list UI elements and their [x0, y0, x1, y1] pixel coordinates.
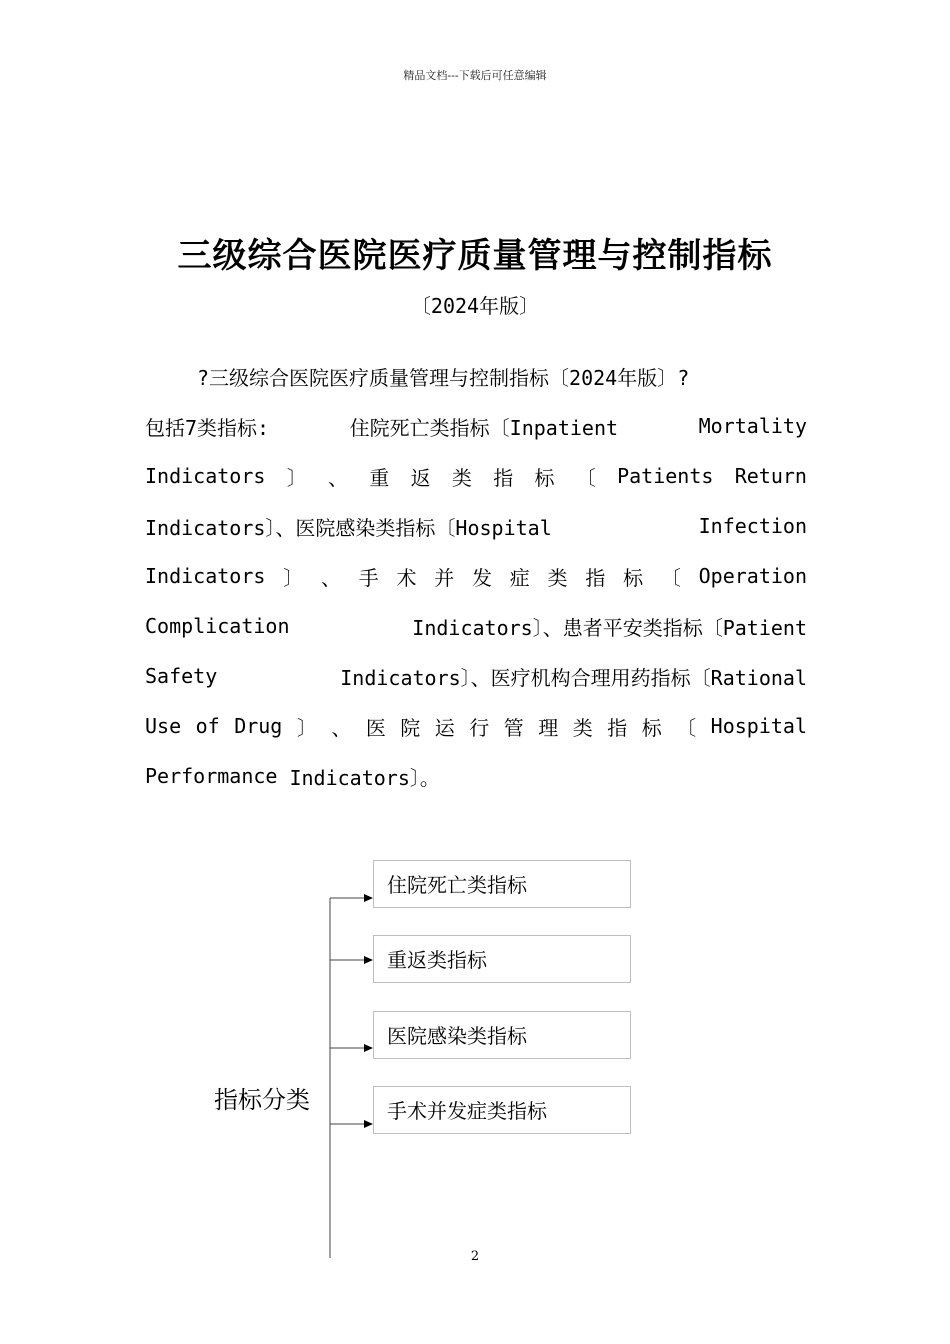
category-box-operation-complication: 手术并发症类指标 [373, 1086, 631, 1134]
paragraph-text: 住院死亡类指标〔Inpatient [349, 415, 619, 440]
paragraph-text: 症 [509, 565, 530, 590]
paragraph-text: 并 [434, 565, 455, 590]
paragraph-text: 院 [400, 715, 421, 740]
paragraph-text: 管 [503, 715, 524, 740]
paragraph-line [145, 701, 807, 751]
paragraph-text: Operation [698, 564, 807, 588]
arrow-head-icon [364, 894, 373, 902]
category-box-hospital-infection: 医院感染类指标 [373, 1011, 631, 1059]
paragraph-text: Indicators [145, 564, 266, 588]
paragraph-text: 行 [469, 715, 490, 740]
paragraph-text: Complication [145, 614, 290, 638]
diagram-root-label: 指标分类 [214, 1086, 310, 1114]
paragraph-text: 运 [434, 715, 455, 740]
paragraph-text: 医 [365, 715, 386, 740]
paragraph-line [145, 501, 807, 551]
paragraph-text: 、 [328, 465, 349, 490]
category-box-inpatient-mortality: 住院死亡类指标 [373, 860, 631, 908]
paragraph-line [145, 651, 807, 701]
paragraph-text: 〕 [286, 465, 307, 490]
paragraph-line [145, 451, 807, 501]
paragraph-text: 标 [623, 565, 644, 590]
paragraph-text: 包括7类指标: [145, 415, 270, 440]
paragraph-text: Hospital [710, 714, 807, 738]
paragraph-text: 类 [572, 715, 593, 740]
paragraph-text: 类 [547, 565, 568, 590]
paragraph-text: 术 [396, 565, 417, 590]
paragraph-text: 类 [451, 465, 472, 490]
paragraph-text: Use [145, 714, 182, 738]
arrow-head-icon [364, 956, 373, 964]
paragraph-text: 〕 [283, 565, 304, 590]
paragraph-text: 指 [585, 565, 606, 590]
paragraph-text: Safety [145, 664, 218, 688]
paragraph-text: 标 [641, 715, 662, 740]
paragraph-text: Indicators〕、医疗机构合理用药指标〔Rational [340, 665, 807, 690]
paragraph-text: Patients [617, 464, 714, 488]
paragraph-text: 、 [331, 715, 352, 740]
paragraph-text: Performance [145, 764, 278, 788]
paragraph-line [145, 551, 807, 601]
paragraph-text: 〔 [660, 565, 681, 590]
paragraph-text: 〔 [575, 465, 596, 490]
paragraph-line [145, 401, 807, 451]
paragraph-text: Return [734, 464, 807, 488]
paragraph-text: ?三级综合医院医疗质量管理与控制指标〔2024年版〕? [197, 365, 690, 390]
paragraph-text: 〕 [296, 715, 317, 740]
paragraph-text: Infection [698, 514, 807, 538]
paragraph-text: 指 [607, 715, 628, 740]
paragraph-text: 返 [410, 465, 431, 490]
paragraph-text: 重 [369, 465, 390, 490]
arrow-head-icon [364, 1044, 373, 1052]
paragraph-text: of [195, 714, 220, 738]
page-header: 精品文档---下载后可任意编辑 [403, 69, 547, 82]
page-number: 2 [470, 1249, 480, 1264]
paragraph-text: Mortality [698, 414, 807, 438]
paragraph-text: Indicators〕、医院感染类指标〔Hospital [145, 515, 552, 540]
paragraph-line [197, 351, 807, 401]
paragraph-text: 〔 [676, 715, 697, 740]
paragraph-text: 发 [472, 565, 493, 590]
category-box-patients-return: 重返类指标 [373, 935, 631, 983]
paragraph-line [145, 601, 807, 651]
paragraph-text: 手 [358, 565, 379, 590]
paragraph-text: Indicators〕、患者平安类指标〔Patient [412, 615, 807, 640]
document-subtitle: 〔2024年版〕 [410, 294, 540, 318]
paragraph-text: Drug [234, 714, 283, 738]
document-title: 三级综合医院医疗质量管理与控制指标 [177, 236, 773, 276]
paragraph-text: Indicators〕。 [289, 765, 440, 790]
paragraph-text: 理 [538, 715, 559, 740]
paragraph-text: Indicators [145, 464, 266, 488]
paragraph-text: 、 [320, 565, 341, 590]
paragraph-text: 指 [493, 465, 514, 490]
paragraph-text: 标 [534, 465, 555, 490]
paragraph-line [145, 751, 807, 801]
arrow-head-icon [364, 1120, 373, 1128]
